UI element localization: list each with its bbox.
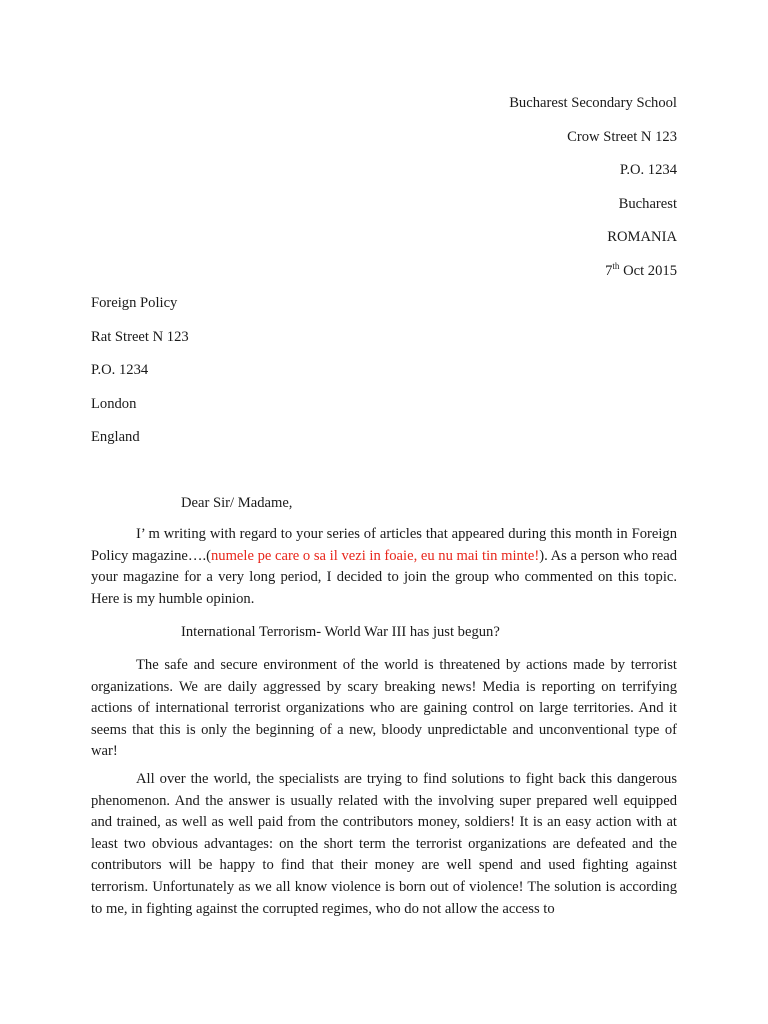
body-paragraph-1-text: The safe and secure environment of the world is threatened by actions made by terrorist organizations. We are daily aggressed by scary breaking news! Media is reporting on terrifying actions of international terrorist organizations who are gaining control on large territories. And it seems that this is only the beginning of a new, bloody unpredictable and unconventional type of war! xyxy=(91,657,677,760)
editor-note: numele pe care o sa il vezi in foaie, eu nu mai tin minte! xyxy=(210,547,540,564)
sender-street: Crow Street N 123 xyxy=(567,128,677,145)
date-day: 7 xyxy=(605,262,613,279)
intro-text-after: ). As a person who read your magazine for a very long period, I decided to join the group who commented on this topic. Here is my humble opinion. xyxy=(91,547,678,607)
date-suffix: th xyxy=(612,260,620,271)
body-paragraph-2 xyxy=(91,769,677,920)
recipient-city: London xyxy=(91,395,137,412)
body-paragraph-2-text: All over the world, the specialists are trying to find solutions to fight back this dangerous phenomenon. And the answer is usually related with the involving super prepared well equipped and trained, as well as well paid from the contributors money, soldiers! It is an easy action with at least two obvious advantages: on the short term the terrorist organizations are defeated and the contributors will be happy to find that their money are well spend and used fighting against terrorism. Unfortunately as we all know violence is born out of violence! The solution is according to me, in fighting against the corrupted regimes, who do not allow the access to xyxy=(91,771,677,917)
letter-date xyxy=(509,261,677,295)
sender-address-block xyxy=(509,93,677,294)
sender-po-box: P.O. 1234 xyxy=(619,162,677,178)
recipient-name: Foreign Policy xyxy=(91,295,178,311)
recipient-country: England xyxy=(91,429,140,445)
recipient-address-block xyxy=(91,293,189,461)
essay-title: International Terrorism- World War III has just begun? xyxy=(181,624,500,640)
salutation: Dear Sir/ Madame, xyxy=(181,495,293,511)
sender-school: Bucharest Secondary School xyxy=(509,95,677,111)
date-month-year: Oct 2015 xyxy=(619,262,677,279)
sender-country: ROMANIA xyxy=(607,229,677,245)
intro-text-before: I’ m writing with regard to your series of articles that appeared during this month in Foreign Policy magazine….( xyxy=(91,526,677,564)
body-paragraph-1 xyxy=(91,655,677,763)
recipient-po-box: P.O. 1234 xyxy=(91,362,149,378)
recipient-street: Rat Street N 123 xyxy=(91,328,189,345)
sender-city: Bucharest xyxy=(618,195,677,212)
intro-paragraph xyxy=(91,524,677,610)
